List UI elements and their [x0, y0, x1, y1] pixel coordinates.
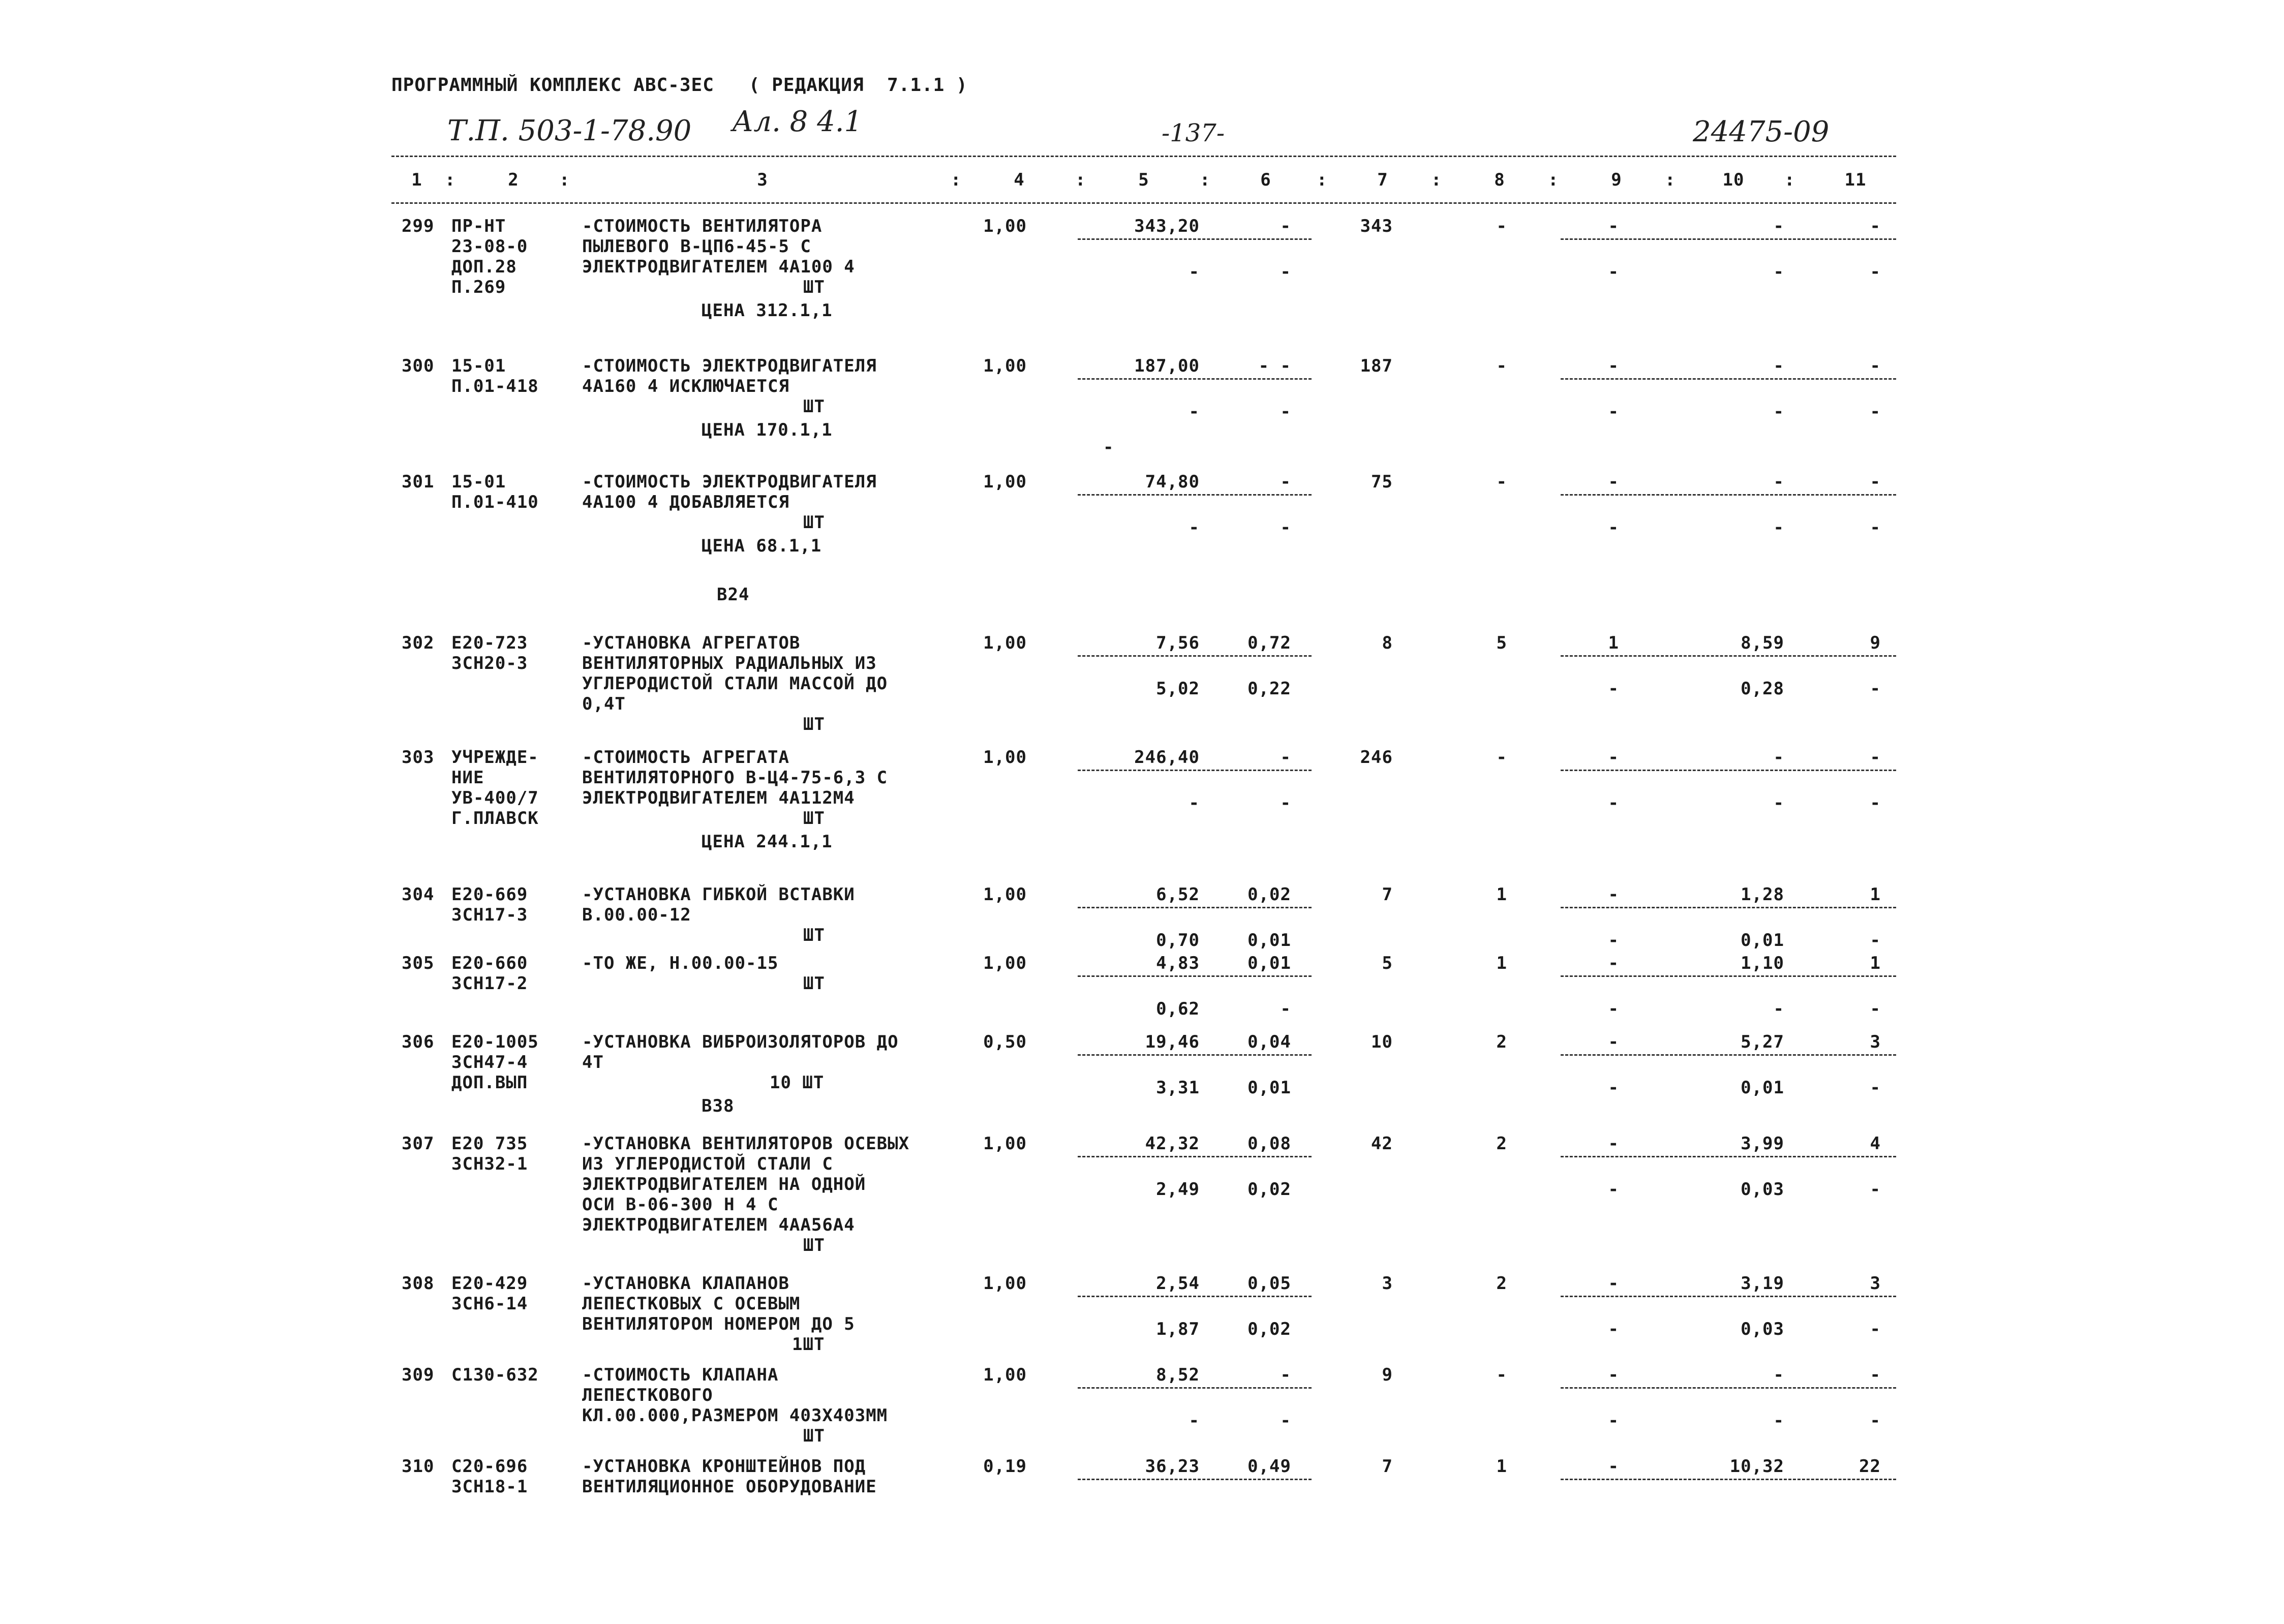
col9-value: -: [1608, 1365, 1619, 1385]
col6-value: -: [1280, 472, 1291, 492]
col6-value-secondary: -: [1280, 517, 1291, 538]
norm-code: Е20-723: [451, 633, 528, 653]
total-sub-rule: [1561, 1479, 1896, 1480]
work-description: ВЕНТИЛЯТОРОМ НОМЕРОМ ДО 5: [582, 1314, 855, 1334]
col10-value-secondary: -: [1773, 262, 1784, 282]
work-description: -УСТАНОВКА КЛАПАНОВ: [582, 1273, 789, 1294]
col11-value: 1: [1870, 953, 1881, 973]
norm-code: 3СН32-1: [451, 1154, 528, 1174]
cost-value-secondary: -: [1189, 262, 1200, 282]
work-description: -ТО ЖЕ, Н.00.00-15: [582, 953, 779, 973]
column-separator: :: [1317, 170, 1328, 190]
col10-value: -: [1773, 472, 1784, 492]
sheet-number: 24475-09: [1693, 115, 1830, 148]
total-sub-rule: [1561, 1387, 1896, 1389]
col11-value-secondary: -: [1870, 1179, 1881, 1200]
col6-value: 0,05: [1247, 1273, 1291, 1294]
column-header-2: 2: [508, 170, 519, 190]
cost-sub-rule: [1078, 1387, 1312, 1389]
column-header-6: 6: [1260, 170, 1271, 190]
cost-sub-rule: [1078, 238, 1312, 240]
work-description: ОСИ В-06-300 Н 4 С: [582, 1194, 779, 1215]
row-number: 299: [402, 216, 435, 236]
row-number: 301: [402, 472, 435, 492]
col11-value-secondary: -: [1870, 1319, 1881, 1339]
col9-value-secondary: -: [1608, 1179, 1619, 1200]
norm-code: С130-632: [451, 1365, 539, 1385]
price-note: ЦЕНА 68.1,1: [702, 536, 822, 556]
column-header-1: 1: [411, 170, 422, 190]
row-number: 308: [402, 1273, 435, 1294]
work-description: -УСТАНОВКА ВЕНТИЛЯТОРОВ ОСЕВЫХ: [582, 1133, 910, 1154]
quantity-value: 1,00: [983, 633, 1027, 653]
norm-code: УВ-400/7: [451, 788, 539, 808]
work-description: -СТОИМОСТЬ ЭЛЕКТРОДВИГАТЕЛЯ: [582, 356, 877, 376]
norm-code: Е20-660: [451, 953, 528, 973]
cost-sub-rule: [1078, 975, 1312, 977]
cost-sub-rule: [1078, 1296, 1312, 1297]
work-description: 0,4Т: [582, 694, 626, 714]
cost-value-secondary: 2,49: [1156, 1179, 1200, 1200]
column-separator: :: [1784, 170, 1795, 190]
col11-value: 4: [1870, 1133, 1881, 1154]
total-sub-rule: [1561, 378, 1896, 380]
quantity-value: 1,00: [983, 1365, 1027, 1385]
col6-value-secondary: 0,02: [1247, 1179, 1291, 1200]
col9-value-secondary: -: [1608, 402, 1619, 422]
col11-value-secondary: -: [1870, 402, 1881, 422]
col11-value: 3: [1870, 1273, 1881, 1294]
row-number: 310: [402, 1456, 435, 1477]
col6-value-secondary: -: [1280, 1411, 1291, 1431]
cost-value: 19,46: [1145, 1032, 1200, 1052]
norm-code: ДОП.ВЫП: [451, 1073, 528, 1093]
col9-value: -: [1608, 884, 1619, 905]
total-sub-rule: [1561, 655, 1896, 657]
col9-value-secondary: -: [1608, 1319, 1619, 1339]
cost-value-secondary: -: [1189, 793, 1200, 813]
col9-value-secondary: -: [1608, 793, 1619, 813]
col9-value-secondary: -: [1608, 930, 1619, 951]
cost-sub-rule: [1078, 1054, 1312, 1056]
header-rule-bottom: [391, 202, 1896, 204]
norm-code: 15-01: [451, 472, 506, 492]
col10-value: 5,27: [1741, 1032, 1784, 1052]
section-label: В24: [717, 585, 750, 605]
col10-value-secondary: 0,03: [1741, 1179, 1784, 1200]
col11-value-secondary: -: [1870, 999, 1881, 1019]
col11-value-secondary: -: [1870, 1078, 1881, 1098]
unit-of-measure: ШТ: [803, 973, 825, 994]
unit-of-measure: ШТ: [803, 512, 825, 533]
col11-value: -: [1870, 472, 1881, 492]
col11-value-secondary: -: [1870, 679, 1881, 699]
norm-code: Е20 735: [451, 1133, 528, 1154]
cost-value: 36,23: [1145, 1456, 1200, 1477]
col7-value: 75: [1371, 472, 1393, 492]
col11-value: -: [1870, 356, 1881, 376]
col9-value: -: [1608, 356, 1619, 376]
norm-code: 23-08-0: [451, 236, 528, 257]
col6-value: 0,02: [1247, 884, 1291, 905]
work-description: ВЕНТИЛЯЦИОННОЕ ОБОРУДОВАНИЕ: [582, 1477, 877, 1497]
column-header-4: 4: [1014, 170, 1025, 190]
col6-value-secondary: -: [1280, 999, 1291, 1019]
col7-value: 5: [1382, 953, 1393, 973]
work-description: ЭЛЕКТРОДВИГАТЕЛЕМ 4А100 4: [582, 257, 855, 277]
total-sub-rule: [1561, 975, 1896, 977]
quantity-value: 0,50: [983, 1032, 1027, 1052]
norm-code: 3СН47-4: [451, 1052, 528, 1073]
column-separator: :: [1200, 170, 1211, 190]
col10-value: 1,10: [1741, 953, 1784, 973]
col8-value: -: [1496, 747, 1507, 768]
cost-value: 74,80: [1145, 472, 1200, 492]
col6-value: - -: [1258, 356, 1291, 376]
total-sub-rule: [1561, 1054, 1896, 1056]
col6-value: 0,72: [1247, 633, 1291, 653]
price-note: ЦЕНА 170.1,1: [702, 420, 833, 440]
col10-value-secondary: 0,28: [1741, 679, 1784, 699]
column-header-10: 10: [1722, 170, 1745, 190]
col11-value-secondary: -: [1870, 793, 1881, 813]
cost-value-secondary: 1,87: [1156, 1319, 1200, 1339]
cost-value: 42,32: [1145, 1133, 1200, 1154]
row-number: 302: [402, 633, 435, 653]
norm-code: НИЕ: [451, 768, 484, 788]
total-sub-rule: [1561, 494, 1896, 496]
page-number: -137-: [1162, 119, 1225, 147]
col6-value-secondary: -: [1280, 402, 1291, 422]
col10-value-secondary: -: [1773, 1411, 1784, 1431]
col7-value: 246: [1360, 747, 1393, 768]
cost-value: 7,56: [1156, 633, 1200, 653]
unit-of-measure: ШТ: [803, 808, 825, 829]
work-description: ЭЛЕКТРОДВИГАТЕЛЕМ 4АА56А4: [582, 1215, 855, 1235]
col9-value: -: [1608, 1456, 1619, 1477]
unit-of-measure: ШТ: [803, 1235, 825, 1255]
col6-value: 0,08: [1247, 1133, 1291, 1154]
norm-code: УЧРЕЖДЕ-: [451, 747, 539, 768]
cost-value: 246,40: [1134, 747, 1200, 768]
cost-value-secondary: 5,02: [1156, 679, 1200, 699]
cost-value-secondary: 0,70: [1156, 930, 1200, 951]
col9-value: 1: [1608, 633, 1619, 653]
col10-value-secondary: -: [1773, 402, 1784, 422]
column-separator: :: [1665, 170, 1676, 190]
column-separator: :: [559, 170, 570, 190]
work-description: -СТОИМОСТЬ ВЕНТИЛЯТОРА: [582, 216, 823, 236]
cost-sub-rule: [1078, 378, 1312, 380]
row-number: 306: [402, 1032, 435, 1052]
col11-value: 1: [1870, 884, 1881, 905]
work-description: -УСТАНОВКА ВИБРОИЗОЛЯТОРОВ ДО: [582, 1032, 899, 1052]
work-description: ПЫЛЕВОГО В-ЦП6-45-5 С: [582, 236, 811, 257]
total-sub-rule: [1561, 907, 1896, 908]
column-header-5: 5: [1138, 170, 1149, 190]
col6-value: 0,01: [1247, 953, 1291, 973]
cost-value: 6,52: [1156, 884, 1200, 905]
unit-of-measure: ШТ: [803, 396, 825, 417]
col9-value-secondary: -: [1608, 999, 1619, 1019]
col7-value: 10: [1371, 1032, 1393, 1052]
col6-value-secondary: 0,01: [1247, 930, 1291, 951]
row-number: 304: [402, 884, 435, 905]
norm-code: Г.ПЛАВСК: [451, 808, 539, 829]
col6-value: 0,04: [1247, 1032, 1291, 1052]
norm-code: П.269: [451, 277, 506, 297]
norm-code: Е20-1005: [451, 1032, 539, 1052]
col11-value: -: [1870, 1365, 1881, 1385]
work-description: ВЕНТИЛЯТОРНОГО В-Ц4-75-6,3 С: [582, 768, 888, 788]
col11-value: -: [1870, 216, 1881, 236]
row-number: 303: [402, 747, 435, 768]
cost-value: 8,52: [1156, 1365, 1200, 1385]
unit-of-measure: ШТ: [803, 1426, 825, 1446]
cost-sub-rule: [1078, 655, 1312, 657]
quantity-value: 1,00: [983, 472, 1027, 492]
col6-value: -: [1280, 747, 1291, 768]
work-description: ВЕНТИЛЯТОРНЫХ РАДИАЛЬНЫХ ИЗ: [582, 653, 877, 673]
col11-value-secondary: -: [1870, 930, 1881, 951]
col8-value: 2: [1496, 1273, 1507, 1294]
total-sub-rule: [1561, 238, 1896, 240]
cost-value-secondary: -: [1189, 1411, 1200, 1431]
col10-value: -: [1773, 216, 1784, 236]
col7-value: 8: [1382, 633, 1393, 653]
col7-value: 9: [1382, 1365, 1393, 1385]
cost-value: 2,54: [1156, 1273, 1200, 1294]
column-header-11: 11: [1844, 170, 1867, 190]
quantity-value: 1,00: [983, 1133, 1027, 1154]
quantity-value: 1,00: [983, 953, 1027, 973]
col9-value-secondary: -: [1608, 262, 1619, 282]
doc-code: Т.П. 503-1-78.90: [447, 114, 692, 147]
col10-value-secondary: -: [1773, 517, 1784, 538]
work-description: ИЗ УГЛЕРОДИСТОЙ СТАЛИ С: [582, 1154, 833, 1174]
cost-sub-rule: [1078, 907, 1312, 908]
norm-code: 3СН6-14: [451, 1294, 528, 1314]
work-description: В.00.00-12: [582, 905, 691, 925]
cost-value-secondary: 3,31: [1156, 1078, 1200, 1098]
work-description: 4А160 4 ИСКЛЮЧАЕТСЯ: [582, 376, 789, 396]
col11-value: -: [1870, 747, 1881, 768]
column-separator: :: [1548, 170, 1559, 190]
col9-value: -: [1608, 472, 1619, 492]
work-description: -СТОИМОСТЬ АГРЕГАТА: [582, 747, 789, 768]
col9-value: -: [1608, 1273, 1619, 1294]
col6-value: -: [1280, 1365, 1291, 1385]
norm-code: 15-01: [451, 356, 506, 376]
price-note: В38: [702, 1096, 735, 1116]
cost-value: 4,83: [1156, 953, 1200, 973]
column-separator: :: [951, 170, 962, 190]
col10-value: -: [1773, 356, 1784, 376]
col8-value: 1: [1496, 953, 1507, 973]
col6-value: -: [1280, 216, 1291, 236]
col9-value-secondary: -: [1608, 679, 1619, 699]
total-sub-rule: [1561, 1156, 1896, 1157]
price-note: ЦЕНА 312.1,1: [702, 300, 833, 321]
work-description: 4А100 4 ДОБАВЛЯЕТСЯ: [582, 492, 789, 512]
col8-value: -: [1496, 472, 1507, 492]
work-description: КЛ.00.000,РАЗМЕРОМ 403Х403ММ: [582, 1405, 888, 1426]
work-description: 4Т: [582, 1052, 604, 1073]
col10-value-secondary: 0,01: [1741, 930, 1784, 951]
norm-code: 3СН20-3: [451, 653, 528, 673]
col10-value: -: [1773, 747, 1784, 768]
col9-value: -: [1608, 216, 1619, 236]
norm-code: 3СН17-2: [451, 973, 528, 994]
col11-value-secondary: -: [1870, 262, 1881, 282]
norm-code: ПР-НТ: [451, 216, 506, 236]
col9-value: -: [1608, 747, 1619, 768]
column-separator: :: [1431, 170, 1442, 190]
col8-value: -: [1496, 216, 1507, 236]
cost-value: 187,00: [1134, 356, 1200, 376]
unit-of-measure: ШТ: [803, 277, 825, 297]
col9-value-secondary: -: [1608, 1411, 1619, 1431]
col7-value: 7: [1382, 884, 1393, 905]
col10-value: -: [1773, 1365, 1784, 1385]
unit-of-measure: ШТ: [803, 714, 825, 734]
quantity-value: 1,00: [983, 884, 1027, 905]
column-header-7: 7: [1377, 170, 1388, 190]
unit-of-measure: 10 ШТ: [770, 1073, 825, 1093]
col10-value: 3,19: [1741, 1273, 1784, 1294]
col8-value: 1: [1496, 1456, 1507, 1477]
col9-value: -: [1608, 1133, 1619, 1154]
col9-value: -: [1608, 1032, 1619, 1052]
col10-value-secondary: 0,03: [1741, 1319, 1784, 1339]
row-number: 307: [402, 1133, 435, 1154]
quantity-value: 1,00: [983, 1273, 1027, 1294]
norm-code: 3СН17-3: [451, 905, 528, 925]
col9-value-secondary: -: [1608, 1078, 1619, 1098]
col8-value: 2: [1496, 1032, 1507, 1052]
col6-value-secondary: 0,01: [1247, 1078, 1291, 1098]
cost-value-secondary: 0,62: [1156, 999, 1200, 1019]
work-description: -УСТАНОВКА КРОНШТЕЙНОВ ПОД: [582, 1456, 866, 1477]
price-note: ЦЕНА 244.1,1: [702, 832, 833, 852]
quantity-value: 1,00: [983, 747, 1027, 768]
col11-value: 3: [1870, 1032, 1881, 1052]
col10-value: 8,59: [1741, 633, 1784, 653]
total-sub-rule: [1561, 1296, 1896, 1297]
col11-value-secondary: -: [1870, 517, 1881, 538]
column-header-8: 8: [1494, 170, 1505, 190]
album-number: Ал. 8 4.1: [732, 105, 863, 138]
unit-of-measure: ШТ: [803, 925, 825, 945]
column-separator: :: [445, 170, 456, 190]
norm-code: Е20-669: [451, 884, 528, 905]
col11-value: 22: [1859, 1456, 1881, 1477]
col6-value-secondary: 0,02: [1247, 1319, 1291, 1339]
cost-value-secondary: -: [1189, 517, 1200, 538]
column-header-9: 9: [1611, 170, 1622, 190]
program-title: ПРОГРАММНЫЙ КОМПЛЕКС АВС-3ЕС ( РЕДАКЦИЯ 7.1.1 ): [391, 75, 968, 96]
quantity-value: 0,19: [983, 1456, 1027, 1477]
col8-value: -: [1496, 356, 1507, 376]
col6-value-secondary: -: [1280, 262, 1291, 282]
quantity-value: 1,00: [983, 356, 1027, 376]
stray-mark: -: [1103, 437, 1114, 457]
work-description: -СТОИМОСТЬ КЛАПАНА: [582, 1365, 779, 1385]
col8-value: -: [1496, 1365, 1507, 1385]
norm-code: С20-696: [451, 1456, 528, 1477]
norm-code: ДОП.28: [451, 257, 517, 277]
cost-value-secondary: -: [1189, 402, 1200, 422]
cost-sub-rule: [1078, 1479, 1312, 1480]
col10-value: 1,28: [1741, 884, 1784, 905]
col6-value-secondary: 0,22: [1247, 679, 1291, 699]
work-description: ЭЛЕКТРОДВИГАТЕЛЕМ 4А112М4: [582, 788, 855, 808]
work-description: ЛЕПЕСТКОВОГО: [582, 1385, 713, 1405]
cost-sub-rule: [1078, 1156, 1312, 1157]
col11-value-secondary: -: [1870, 1411, 1881, 1431]
col11-value: 9: [1870, 633, 1881, 653]
col9-value: -: [1608, 953, 1619, 973]
col7-value: 7: [1382, 1456, 1393, 1477]
work-description: ЭЛЕКТРОДВИГАТЕЛЕМ НА ОДНОЙ: [582, 1174, 866, 1194]
col10-value: 10,32: [1729, 1456, 1784, 1477]
cost-sub-rule: [1078, 494, 1312, 496]
col10-value-secondary: 0,01: [1741, 1078, 1784, 1098]
cost-sub-rule: [1078, 770, 1312, 771]
unit-of-measure: 1ШТ: [792, 1334, 825, 1355]
row-number: 309: [402, 1365, 435, 1385]
norm-code: П.01-418: [451, 376, 539, 396]
column-separator: :: [1075, 170, 1086, 190]
work-description: УГЛЕРОДИСТОЙ СТАЛИ МАССОЙ ДО: [582, 673, 888, 694]
col10-value-secondary: -: [1773, 999, 1784, 1019]
total-sub-rule: [1561, 770, 1896, 771]
work-description: ЛЕПЕСТКОВЫХ С ОСЕВЫМ: [582, 1294, 801, 1314]
col10-value-secondary: -: [1773, 793, 1784, 813]
work-description: -УСТАНОВКА АГРЕГАТОВ: [582, 633, 801, 653]
col8-value: 2: [1496, 1133, 1507, 1154]
col6-value: 0,49: [1247, 1456, 1291, 1477]
norm-code: Е20-429: [451, 1273, 528, 1294]
col7-value: 343: [1360, 216, 1393, 236]
norm-code: 3СН18-1: [451, 1477, 528, 1497]
work-description: -СТОИМОСТЬ ЭЛЕКТРОДВИГАТЕЛЯ: [582, 472, 877, 492]
header-rule-top: [391, 156, 1896, 157]
col9-value-secondary: -: [1608, 517, 1619, 538]
row-number: 305: [402, 953, 435, 973]
col8-value: 1: [1496, 884, 1507, 905]
row-number: 300: [402, 356, 435, 376]
cost-value: 343,20: [1134, 216, 1200, 236]
col7-value: 42: [1371, 1133, 1393, 1154]
col8-value: 5: [1496, 633, 1507, 653]
col7-value: 3: [1382, 1273, 1393, 1294]
column-header-3: 3: [757, 170, 768, 190]
col6-value-secondary: -: [1280, 793, 1291, 813]
norm-code: П.01-410: [451, 492, 539, 512]
work-description: -УСТАНОВКА ГИБКОЙ ВСТАВКИ: [582, 884, 855, 905]
quantity-value: 1,00: [983, 216, 1027, 236]
col7-value: 187: [1360, 356, 1393, 376]
col10-value: 3,99: [1741, 1133, 1784, 1154]
